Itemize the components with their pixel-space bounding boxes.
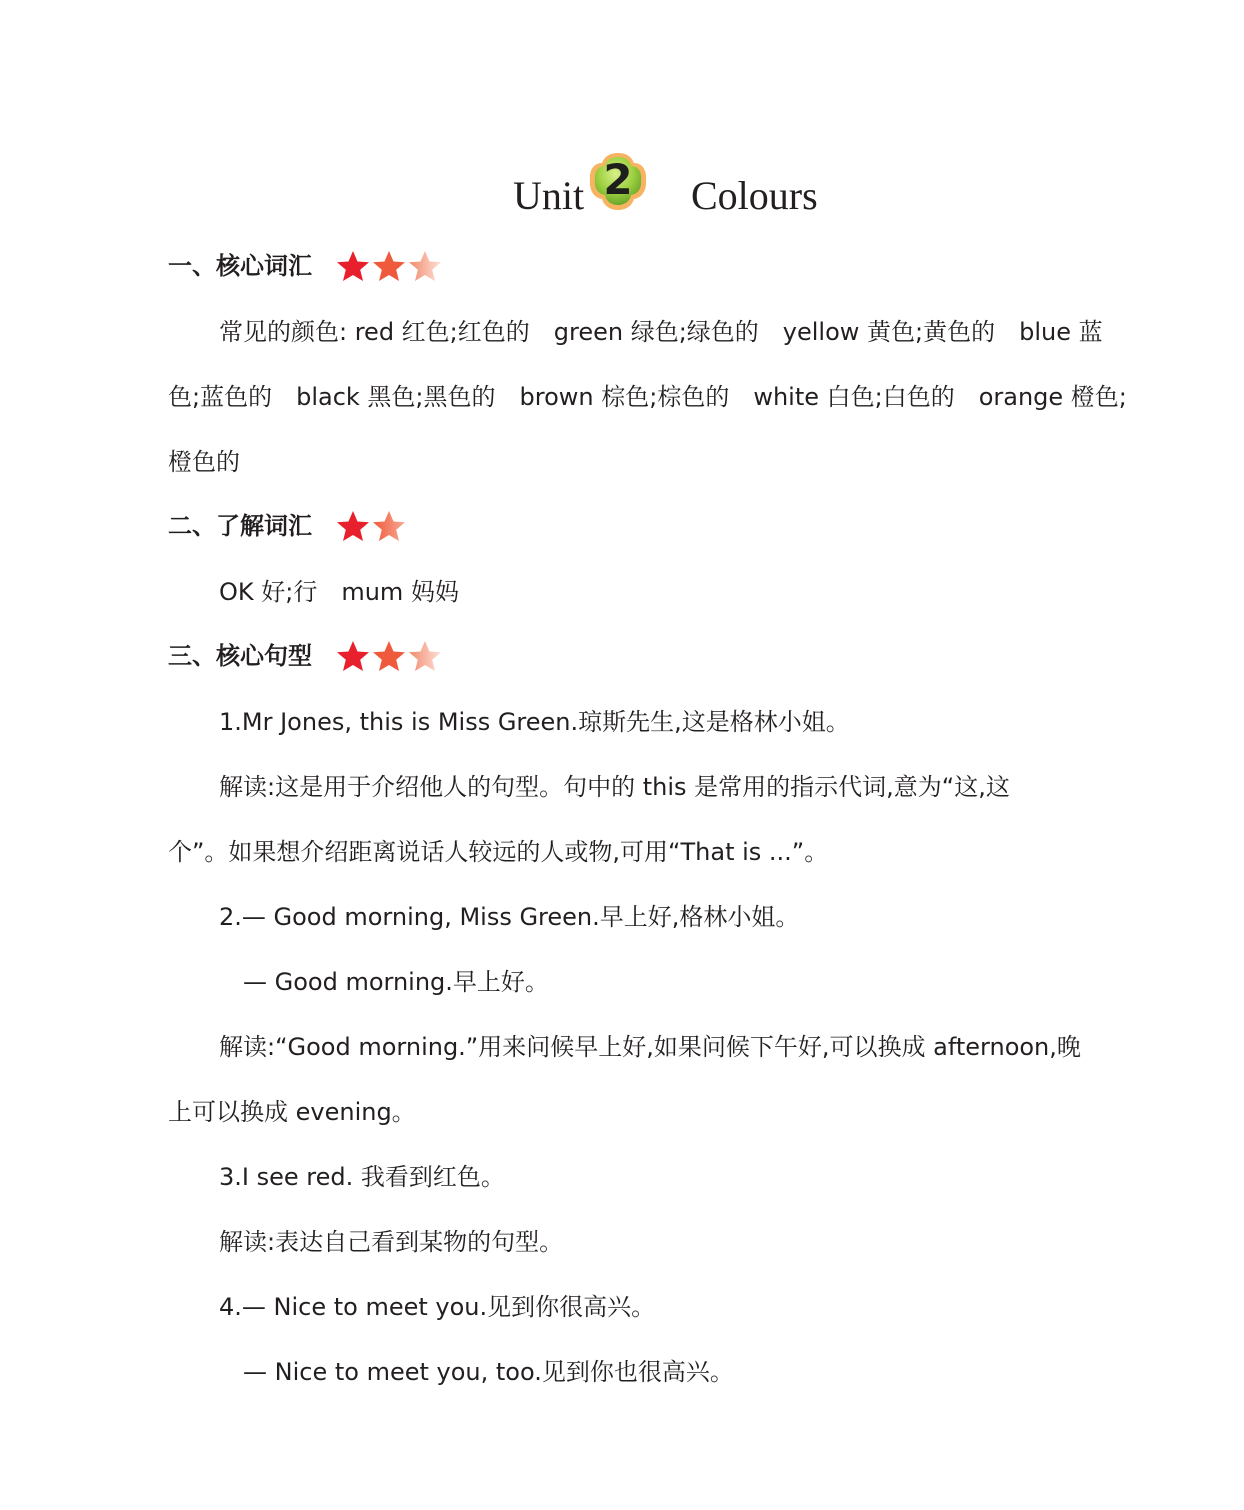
sentence-4-a: 4.— Nice to meet you.见到你很高兴。 [219, 1293, 656, 1321]
vocab-line-2: 色;蓝色的 black 黑色;黑色的 brown 棕色;棕色的 white 白色;白色的 orange 橙色; [168, 383, 1127, 411]
star-full-icon [372, 640, 406, 672]
star-full-icon [336, 640, 370, 672]
unit-title [0, 150, 1244, 230]
sentence-1-note-a: 解读:这是用于介绍他人的句型。句中的 this 是常用的指示代词,意为“这,这 [219, 773, 1010, 801]
sentence-4-b: — Nice to meet you, too.见到你也很高兴。 [243, 1358, 734, 1386]
section-title: 一、核心词汇 [168, 252, 312, 280]
sentence-2-b: — Good morning.早上好。 [243, 968, 549, 996]
star-half-icon [408, 250, 442, 282]
section-title: 二、了解词汇 [168, 512, 312, 540]
sentence-2-note-a: 解读:“Good morning.”用来问候早上好,如果问候下午好,可以换成 afternoon,晚 [219, 1033, 1081, 1061]
sentence-1: 1.Mr Jones, this is Miss Green.琼斯先生,这是格林小姐。 [219, 708, 850, 736]
difficulty-stars [336, 250, 442, 282]
vocab-line-1: 常见的颜色: red 红色;红色的 green 绿色;绿色的 yellow 黄色;黄色的 blue 蓝 [219, 318, 1103, 346]
sentence-2-note-b: 上可以换成 evening。 [168, 1098, 416, 1126]
section-heading-known-vocab [168, 506, 406, 546]
star-full-icon [336, 510, 370, 542]
star-half-icon [408, 640, 442, 672]
sentence-1-note-b: 个”。如果想介绍距离说话人较远的人或物,可用“That is ...”。 [168, 838, 829, 866]
star-full-icon [336, 250, 370, 282]
unit-number-badge [586, 150, 650, 212]
difficulty-stars [336, 510, 406, 542]
unit-prefix: Unit [513, 173, 585, 218]
star-full-icon [372, 250, 406, 282]
section-heading-core-sentences [168, 636, 442, 676]
sentence-3-note: 解读:表达自己看到某物的句型。 [219, 1228, 564, 1256]
unit-name: Colours [691, 173, 818, 218]
unit-number: 2 [603, 155, 633, 204]
sentence-2-a: 2.— Good morning, Miss Green.早上好,格林小姐。 [219, 903, 800, 931]
star-full-icon [372, 510, 406, 542]
sentence-3: 3.I see red. 我看到红色。 [219, 1163, 505, 1191]
section-heading-core-vocab [168, 246, 442, 286]
known-vocab-line: OK 好;行 mum 妈妈 [219, 578, 459, 606]
vocab-line-3: 橙色的 [168, 448, 240, 476]
section-title: 三、核心句型 [168, 642, 312, 670]
difficulty-stars [336, 640, 442, 672]
